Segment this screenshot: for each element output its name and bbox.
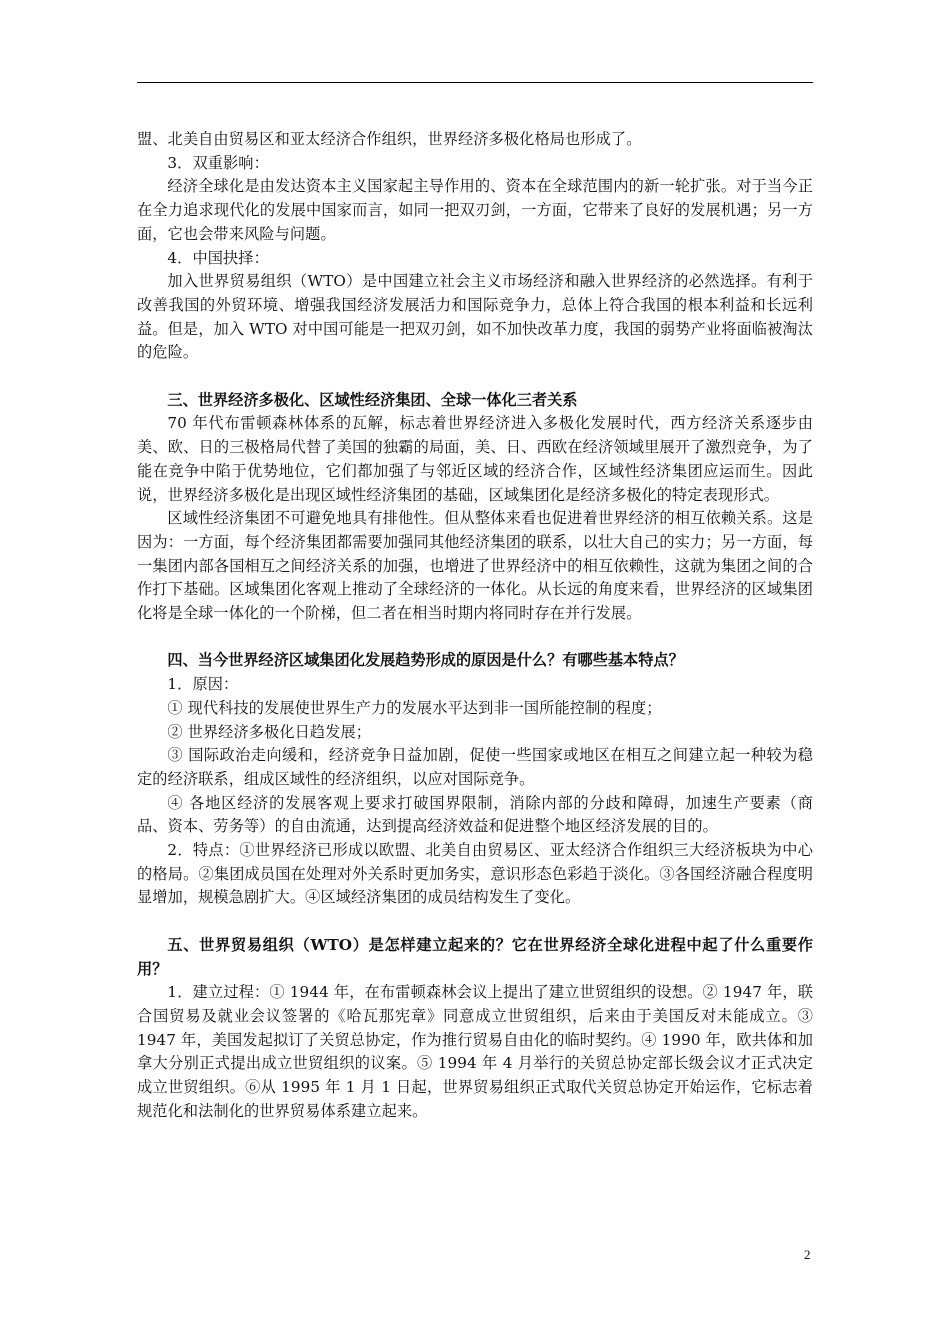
document-body bbox=[137, 128, 813, 1123]
section-4-reason-3: ③ 国际政治走向缓和，经济竞争日益加剧，促使一些国家或地区在相互之间建立起一种较为稳定的经济联系，组成区域性的经济组织，以应对国际竞争。 bbox=[137, 746, 813, 788]
section-4-reason-2: ② 世界经济多极化日趋发展； bbox=[167, 722, 372, 741]
subheading-dual-impact: 3．双重影响： bbox=[167, 153, 269, 172]
section-3-paragraph-2: 区域性经济集团不可避免地具有排他性。但从整体来看也促进着世界经济的相互依赖关系。这是因为：一方面，每个经济集团都需要加强同其他经济集团的联系，以壮大自己的实力；另一方面，每一集团内部各国相互之间经济关系的加强，也增进了世界经济中的相互依赖性，这就为集团之间的合作打下基础。区域集团化客观上推动了全球经济的一体化。从长远的角度来看，世界经济的区域集团化将是全球一体化的一个阶梯，但二者在相当时期内将同时存在并行发展。 bbox=[137, 509, 813, 623]
section-3-heading: 三、世界经济多极化、区域性经济集团、全球一体化三者关系 bbox=[167, 390, 578, 409]
section-4-features: 2．特点：①世界经济已形成以欧盟、北美自由贸易区、亚太经济合作组织三大经济板块为中心的格局。②集团成员国在处理对外关系时更加务实，意识形态色彩趋于淡化。③各国经济融合程度明显增加，规模急剧扩大。④区域经济集团的成员结构发生了变化。 bbox=[137, 841, 813, 907]
paragraph-wto-china: 加入世界贸易组织（WTO）是中国建立社会主义市场经济和融入世界经济的必然选择。有利于改善我国的外贸环境、增强我国经济发展活力和国际竞争力，总体上符合我国的根本利益和长远利益。但是，加入 WTO 对中国可能是一把双刃剑，如不加快改革力度，我国的弱势产业将面临被淘汰的危险。 bbox=[137, 272, 813, 362]
section-5-paragraph-1: 1．建立过程：① 1944 年，在布雷顿森林会议上提出了建立世贸组织的设想。② 1947 年，联合国贸易及就业会议签署的《哈瓦那宪章》同意成立世贸组织，后来由于美国反对未能成立。③ 1947 年，美国发起拟订了关贸总协定，作为推行贸易自由化的临时契约。④ 1990 年，欧共体和加拿大分别正式提出成立世贸组织的议案。⑤ 1994 年 4 月举行的关贸总协定部长级会议才正式决定成立世贸组织。⑥从 1995 年 1 月 1 日起，世界贸易组织正式取代关贸总协定开始运作，它标志着规范化和法制化的世界贸易体系建立起来。 bbox=[137, 983, 813, 1120]
page-number: 2 bbox=[804, 1247, 811, 1262]
section-4-reason-4: ④ 各地区经济的发展客观上要求打破国界限制，消除内部的分歧和障碍，加速生产要素（商品、资本、劳务等）的自由流通，达到提高经济效益和促进整个地区经济发展的目的。 bbox=[137, 793, 813, 836]
section-4-heading: 四、当今世界经济区域集团化发展趋势形成的原因是什么？有哪些基本特点？ bbox=[167, 651, 684, 670]
subheading-china-choice: 4．中国抉择： bbox=[167, 248, 269, 267]
paragraph-continuation: 盟、北美自由贸易区和亚太经济合作组织，世界经济多极化格局也形成了。 bbox=[137, 130, 642, 148]
section-4-reasons-title: 1．原因： bbox=[167, 675, 239, 694]
paragraph-globalization: 经济全球化是由发达资本主义国家起主导作用的、资本在全球范围内的新一轮扩张。对于当今正在全力追求现代化的发展中国家而言，如同一把双刃剑，一方面，它带来了良好的发展机遇；另一方面，它也会带来风险与问题。 bbox=[137, 177, 813, 243]
section-5-heading: 五、世界贸易组织（WTO）是怎样建立起来的？它在世界经济全球化进程中起了什么重要作用？ bbox=[137, 935, 813, 978]
section-4-reason-1: ① 现代科技的发展使世界生产力的发展水平达到非一国所能控制的程度； bbox=[167, 698, 662, 717]
section-3-paragraph-1: 70 年代布雷顿森林体系的瓦解，标志着世界经济进入多极化发展时代，西方经济关系逐步由美、欧、日的三极格局代替了美国的独霸的局面，美、日、西欧在经济领域里展开了激烈竞争，为了能在竞争中陷于优势地位，它们都加强了与邻近区域的经济合作，区域性经济集团应运而生。因此说，世界经济多极化是出现区域性经济集团的基础，区域集团化是经济多极化的特定表现形式。 bbox=[137, 414, 813, 504]
header-rule bbox=[137, 82, 813, 83]
